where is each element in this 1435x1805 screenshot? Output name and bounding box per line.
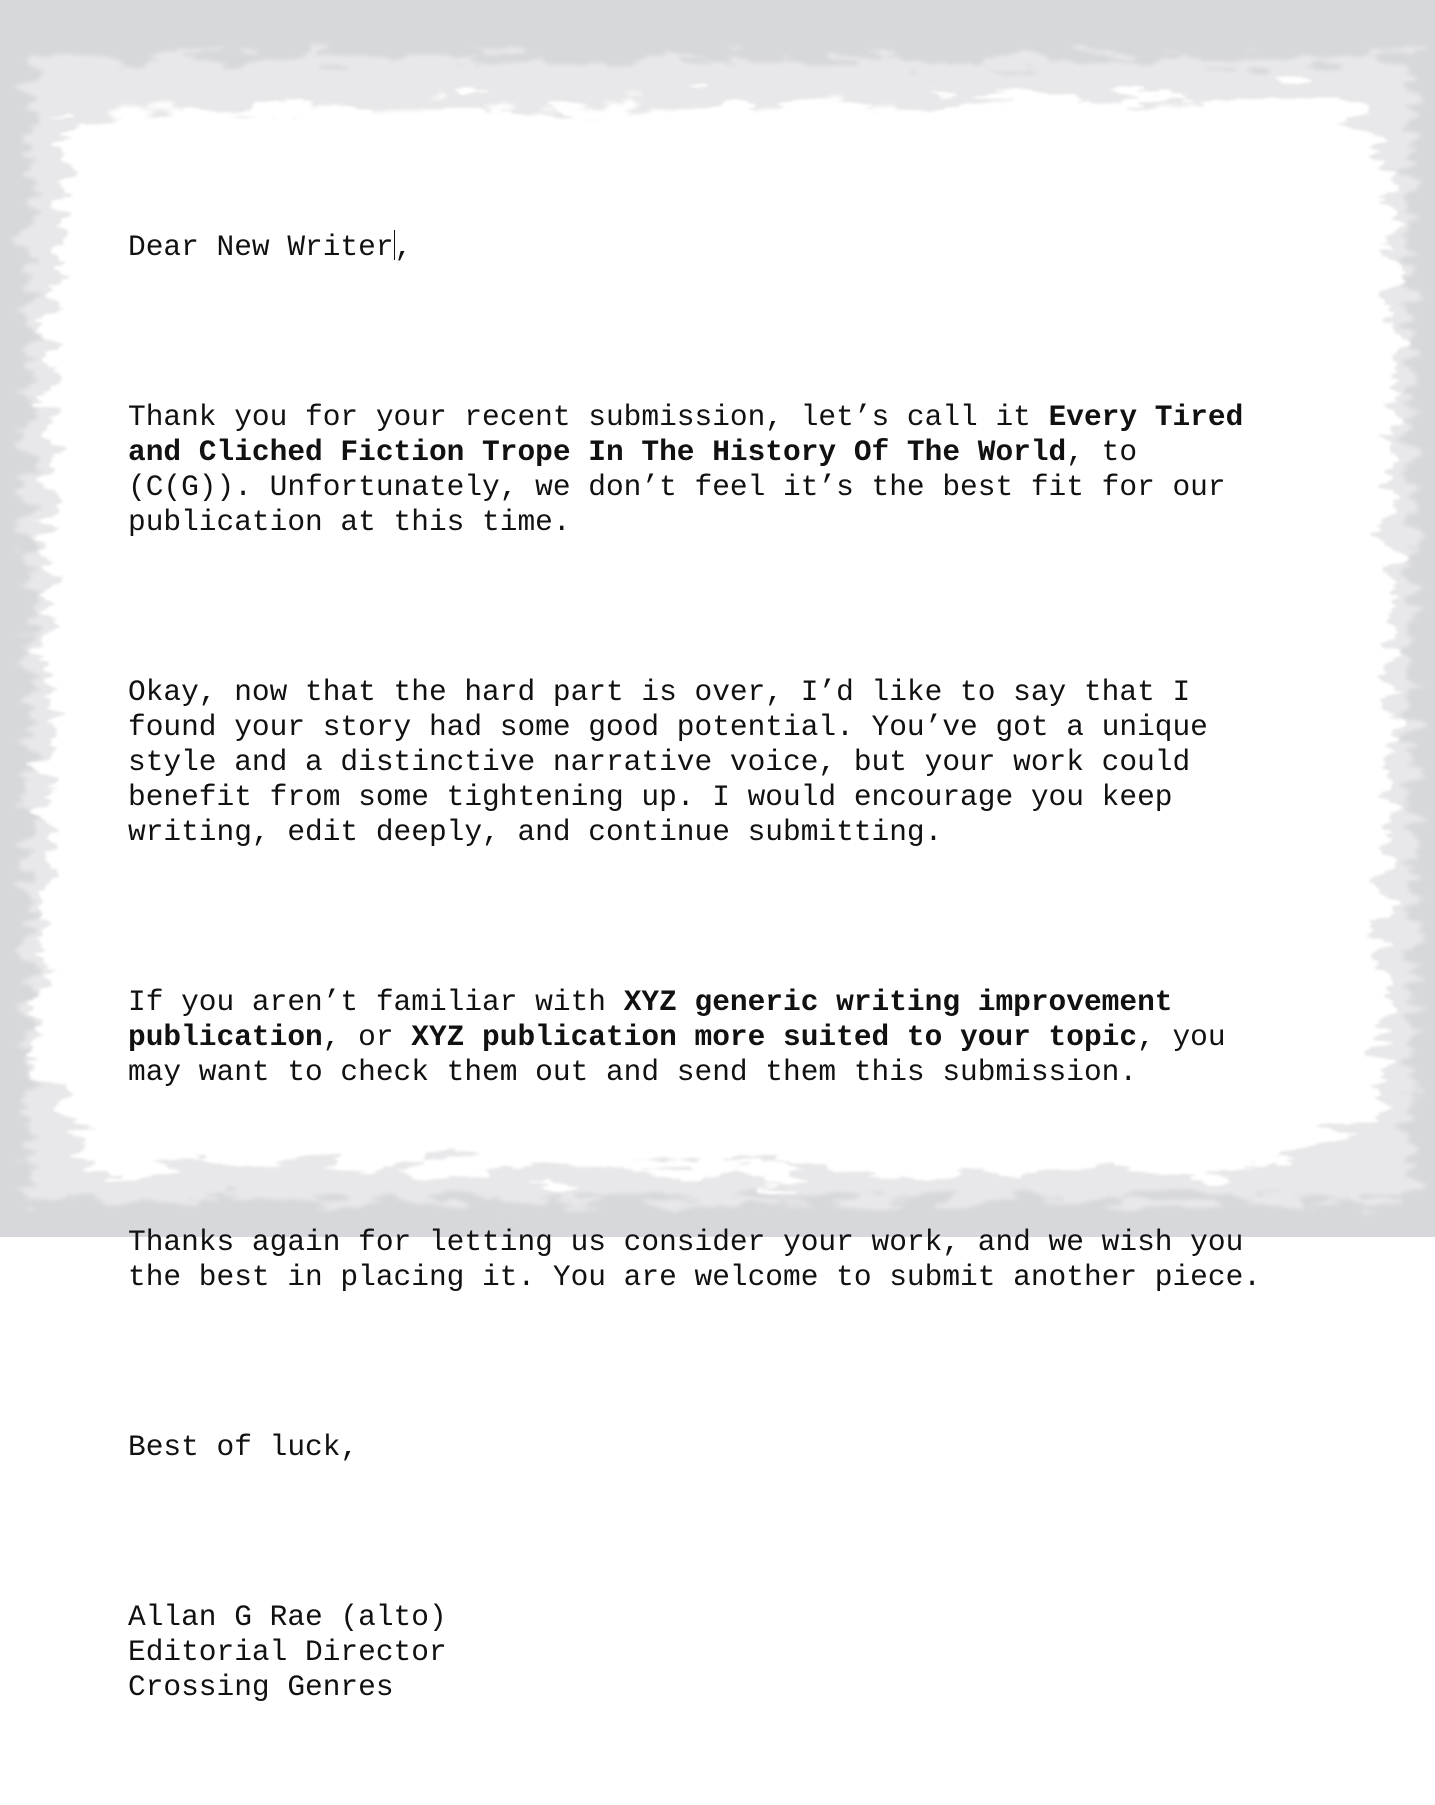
p2-line3: style and a distinctive narrative voice, but your work could: [128, 745, 1191, 779]
p1-line2-plain: , to: [1066, 435, 1138, 469]
paragraph-thanks: [128, 1225, 1328, 1295]
p3-line2-bold-a: publication: [128, 1020, 323, 1054]
p3-line1-plain: If you aren’t familiar with: [128, 985, 624, 1019]
salutation-name: Dear New Writer: [128, 230, 394, 264]
p3-line3: may want to check them out and send them this submission.: [128, 1055, 1138, 1089]
p3-line1-bold: XYZ generic writing improvement: [623, 985, 1173, 1019]
p1-line3: (C(G)). Unfortunately, we don’t feel it’s the best fit for our: [128, 470, 1226, 504]
signature-name: Allan G Rae (alto): [128, 1600, 447, 1634]
salutation: [128, 230, 1328, 265]
p2-line4: benefit from some tightening up. I would encourage you keep: [128, 780, 1173, 814]
p4-line2: the best in placing it. You are welcome to submit another piece.: [128, 1260, 1261, 1294]
signature-organization: Crossing Genres: [128, 1670, 394, 1704]
p3-line2-bold-b: XYZ publication more suited to your topic: [411, 1020, 1138, 1054]
paragraph-feedback: [128, 675, 1328, 850]
closing: Best of luck,: [128, 1430, 359, 1464]
p2-line5: writing, edit deeply, and continue submitting.: [128, 815, 943, 849]
p2-line2: found your story had some good potential. You’ve got a unique: [128, 710, 1208, 744]
signature-block: [128, 1600, 1328, 1705]
paragraph-suggestions: [128, 985, 1328, 1090]
letter-body: [128, 160, 1328, 1805]
signature-title: Editorial Director: [128, 1635, 447, 1669]
p3-line2-plain-b: , you: [1137, 1020, 1226, 1054]
p1-line1-bold: Every Tired: [1048, 400, 1244, 434]
paragraph-rejection: [128, 400, 1328, 540]
p3-line2-plain-a: , or: [322, 1020, 412, 1054]
p4-line1: Thanks again for letting us consider your work, and we wish you: [128, 1225, 1244, 1259]
p1-line1-plain: Thank you for your recent submission, let’s call it: [128, 400, 1049, 434]
salutation-punct: ,: [394, 230, 413, 264]
p2-line1: Okay, now that the hard part is over, I’d like to say that I: [128, 675, 1191, 709]
p1-line2-bold: and Cliched Fiction Trope In The History Of The World: [128, 435, 1067, 469]
p1-line4: publication at this time.: [128, 505, 571, 539]
